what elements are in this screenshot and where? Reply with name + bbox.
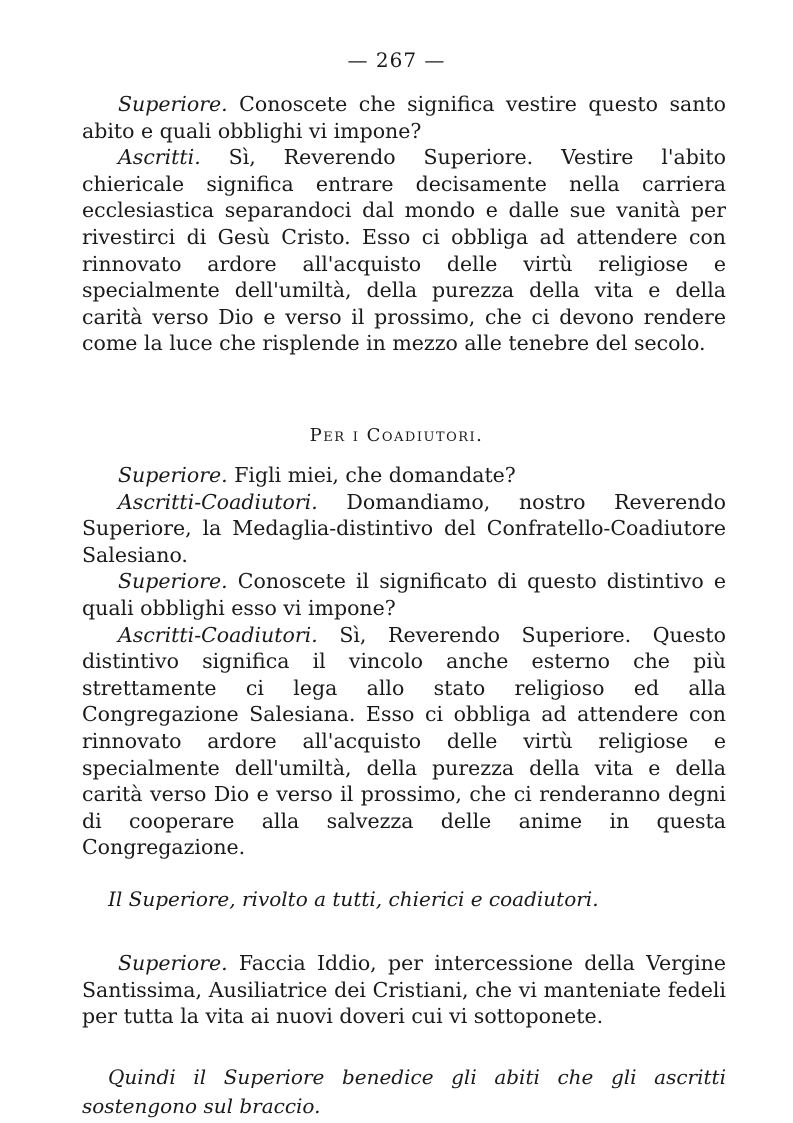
- speaker-label: Ascritti-Coadiutori.: [118, 489, 318, 514]
- speech-text: Sì, Reverendo Superiore. Questo distintivo significa il vincolo anche esterno che più strettamente ci lega allo stato religioso ed alla Congregazione Salesiana. Esso ci obbliga ad attendere con rinnovato ardore all'acquisto delle virtù religiose e specialmente dell'umiltà, della purezza della vita e della carità verso Dio e verso il prossimo, che ci renderanno degni di cooperare alla salvezza delle anime in questa Congregazione.: [82, 622, 726, 860]
- speaker-label: Ascritti.: [118, 145, 201, 170]
- speaker-label: Superiore.: [118, 569, 228, 594]
- dialogue-section-all: [82, 950, 726, 1030]
- speech-text: Conoscete che significa vestire questo santo abito e quali obblighi vi impone?: [82, 92, 726, 143]
- speech-text: Conoscete il significato di questo distintivo e quali obblighi esso vi impone?: [82, 569, 726, 620]
- speech-text: Figli miei, che domandate?: [234, 463, 516, 487]
- paragraph: [82, 91, 726, 144]
- page-number: — 267 —: [347, 48, 446, 72]
- paragraph: [82, 462, 726, 489]
- dialogue-section-clerics: [82, 91, 726, 357]
- paragraph: [82, 144, 726, 357]
- speaker-label: Superiore.: [118, 463, 228, 487]
- paragraph: [82, 950, 726, 1030]
- dialogue-section-coadjutors: [82, 462, 726, 861]
- speech-text: Domandiamo, nostro Reverendo Superiore, la Medaglia-distintivo del Confratello-Coadiutore Salesiano.: [82, 489, 726, 567]
- paragraph: [82, 622, 726, 861]
- speaker-label: Superiore.: [118, 92, 228, 116]
- closing-rubric: Quindi il Superiore benedice gli abiti che gli ascritti sostengono sul braccio.: [82, 1065, 726, 1118]
- section-heading: Per i Coadiutori.: [309, 425, 484, 446]
- speaker-label: Ascritti-Coadiutori.: [118, 622, 318, 647]
- paragraph: [82, 489, 726, 569]
- rubric-instruction: Il Superiore, rivolto a tutti, chierici e coadiutori.: [108, 887, 599, 911]
- speech-text: Sì, Reverendo Superiore. Vestire l'abito chiericale significa entrare decisamente nella carriera ecclesiastica separandoci dal mondo e dalle sue vanità per rivestirci di Gesù Cristo. Esso ci obbliga ad attendere con rinnovato ardore all'acquisto delle virtù religiose e specialmente dell'umiltà, della purezza della vita e della carità verso Dio e verso il prossimo, che ci devono rendere come la luce che risplende in mezzo alle tenebre del secolo.: [82, 145, 726, 356]
- speech-text: Faccia Iddio, per intercessione della Vergine Santissima, Ausiliatrice dei Cristiani, che vi manteniate fedeli per tutta la vita ai nuovi doveri cui vi sottoponete.: [82, 951, 726, 1029]
- paragraph: [82, 568, 726, 621]
- speaker-label: Superiore.: [118, 951, 228, 975]
